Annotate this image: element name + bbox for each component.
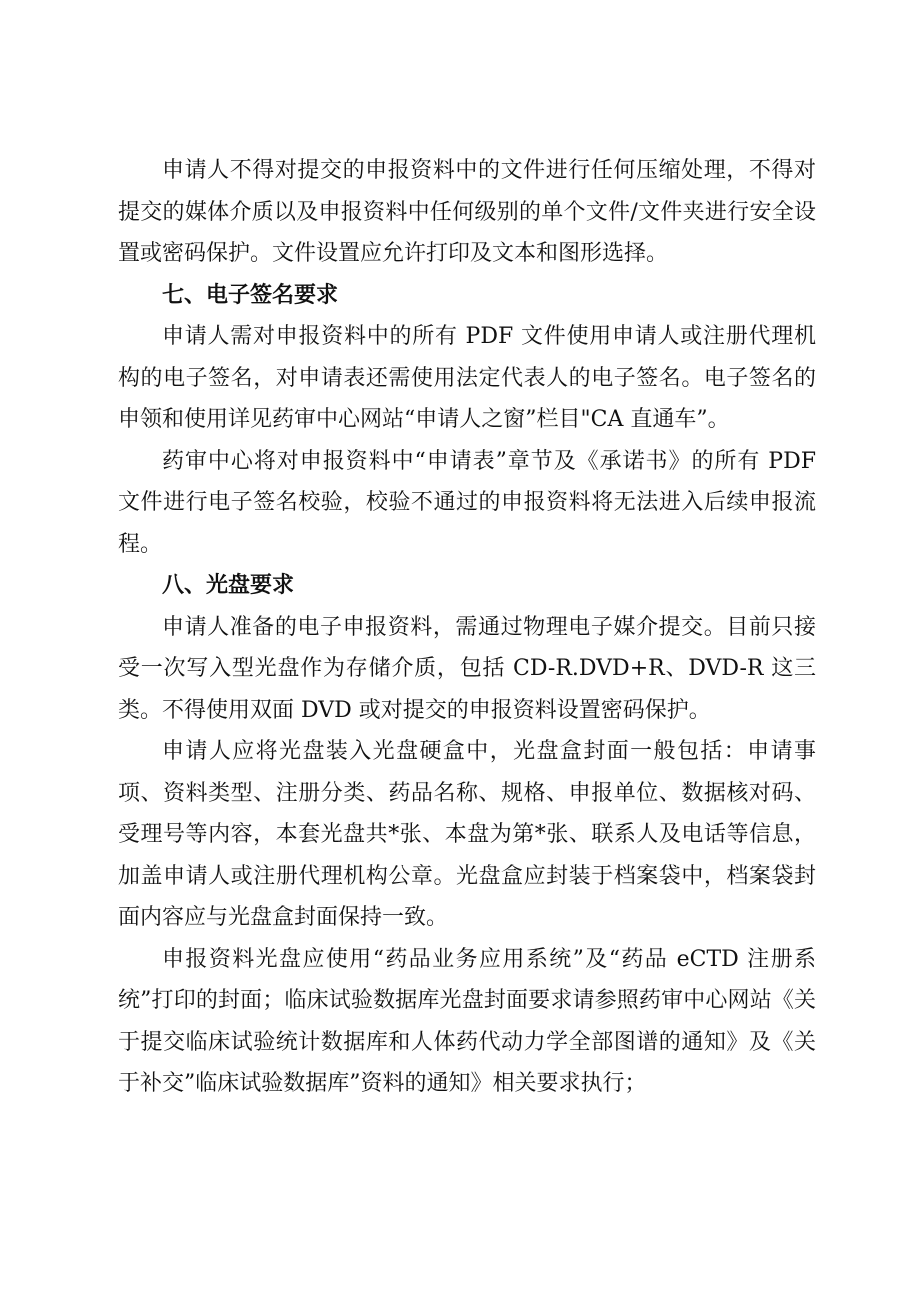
- paragraph-e-signature: 申请人需对申报资料中的所有 PDF 文件使用申请人或注册代理机构的电子签名，对申请表还需使用法定代表人的电子签名。电子签名的申领和使用详见药审中心网站“申请人之窗”栏目"CA 直通车”。: [118, 324, 816, 432]
- section-heading-disc: 八、光盘要求: [162, 573, 295, 598]
- paragraph-signature-verification: 药审中心将对申报资料中“申请表”章节及《承诺书》的所有 PDF 文件进行电子签名校验，校验不通过的申报资料将无法进入后续申报流程。: [118, 448, 816, 557]
- document-page: [118, 150, 816, 1105]
- section-heading-e-signature: 七、电子签名要求: [162, 282, 339, 308]
- paragraph-disc-cover: 申报资料光盘应使用“药品业务应用系统”及“药品 eCTD 注册系统”打印的封面；临床试验数据库光盘封面要求请参照药审中心网站《关于提交临床试验统计数据库和人体药代动力学全部图谱的通知》及《关于补交”临床试验数据库”资料的通知》相关要求执行；: [118, 946, 816, 1096]
- paragraph-disc-media: 申请人准备的电子申报资料，需通过物理电子媒介提交。目前只接受一次写入型光盘作为存储介质，包括 CD-R.DVD+R、DVD-R 这三类。不得使用双面 DVD 或对提交的申报资料设置密码保护。: [118, 614, 816, 723]
- paragraph-disc-box: 申请人应将光盘装入光盘硬盒中，光盘盒封面一般包括：申请事项、资料类型、注册分类、药品名称、规格、申报单位、数据核对码、受理号等内容，本套光盘共*张、本盘为第*张、联系人及电话等信息，加盖申请人或注册代理机构公章。光盘盒应封装于档案袋中，档案袋封面内容应与光盘盒封面保持一致。: [118, 739, 816, 930]
- paragraph-compression: 申请人不得对提交的申报资料中的文件进行任何压缩处理，不得对提交的媒体介质以及申报资料中任何级别的单个文件/文件夹进行安全设置或密码保护。文件设置应允许打印及文本和图形选择。: [118, 158, 816, 266]
